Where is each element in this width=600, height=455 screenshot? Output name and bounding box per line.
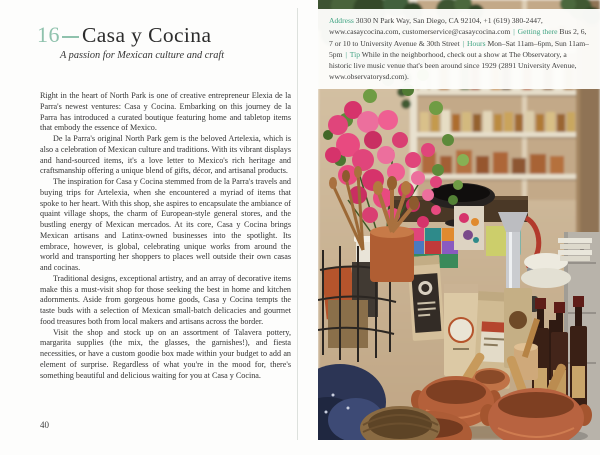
chapter-subtitle: A passion for Mexican culture and craft <box>60 50 225 61</box>
hours-text: Mon–Sat 11am–6pm, Sun 11am–5pm <box>329 38 589 59</box>
separator: | <box>345 49 347 59</box>
paragraph: Traditional designs, exceptional artistry, and an array of decorative items make this a must-visit shop for those seeking the best in home and kitchen adornments. Aside from gorgeous home goods, Casa y Cocina tempts the taste buds with a selection of Mexican small-batch delicacies and gourmet food treasures both from local makers and artisans across the border. <box>40 273 291 326</box>
info-box <box>318 9 600 89</box>
separator: | <box>462 38 465 48</box>
tip-text: While in the neighborhood, check out a show at The Observatory, a historic live music venue that's been around since 1929 (2891 University Avenue, www.observatorysd.com). <box>329 49 577 82</box>
page-number: 40 <box>40 420 49 430</box>
chapter-title: Casa y Cocina <box>82 23 212 47</box>
page-gutter <box>297 8 298 440</box>
paragraph: Right in the heart of North Park is one of creative entrepreneur Elexia de la Parra's newest ventures: Casa y Cocina. Embarking on this journey de la Parra has introduced a curated boutique featuring home and tabletop items that embody the essence of Mexico. <box>40 91 291 133</box>
paragraph: The inspiration for Casa y Cocina stemmed from de la Parra's travels and buying trips for Artelexia, when she encountered a myriad of items that spoke to her heart. With this shop, she aspires to encapsulate the ambiance of quaint village shops, the charm of European-style general stores, and the bustling energy of Mexican mercados. At its core, Casa y Cocina brings Mexican artisans and Latinx-owned businesses into the spotlight. Its embrace, however, is global, celebrating unique works from around the world and transporting her shoppers to places well outside their own casas and cocinas. <box>40 177 291 272</box>
paragraph: Visit the shop and stock up on an assortment of Talavera pottery, margarita supplies (the mix, the glasses, the garnishes!), and fiesta necessities, or have a custom goodie box made within your budget to add an element of surprise. Regardless of what you're in the mood for, there's something beautiful and delicious waiting for you at Casa y Cocina. <box>40 327 291 380</box>
right-page <box>300 0 600 455</box>
chapter-rule <box>62 36 79 38</box>
getting-there-text: Bus 2, 6, 7 or 10 to University Avenue & 30th Street <box>329 27 587 48</box>
hours-label: Hours <box>466 38 486 48</box>
getting-there-label: Getting there <box>517 27 558 37</box>
chapter-heading <box>37 22 211 48</box>
paragraph: De la Parra's original North Park gem is the beloved Artelexia, which is also a celebration of Mexican culture and traditions. With its vibrant displays and hand-sourced items, it's a love letter to Mexico's rich heritage and craftsmanship offering a unique blend of gifts, décor, and artisanal products. <box>40 134 291 176</box>
separator: | <box>513 27 515 37</box>
chapter-number: 16 <box>37 22 60 47</box>
tip-label: Tip <box>349 49 360 59</box>
body-text <box>40 91 291 381</box>
address-label: Address <box>329 16 354 25</box>
address-text: 3030 N Park Way, San Diego, CA 92104, +1 (619) 380-2447, www.casaycocina.com, customerservice@casaycocina.com <box>329 16 543 37</box>
